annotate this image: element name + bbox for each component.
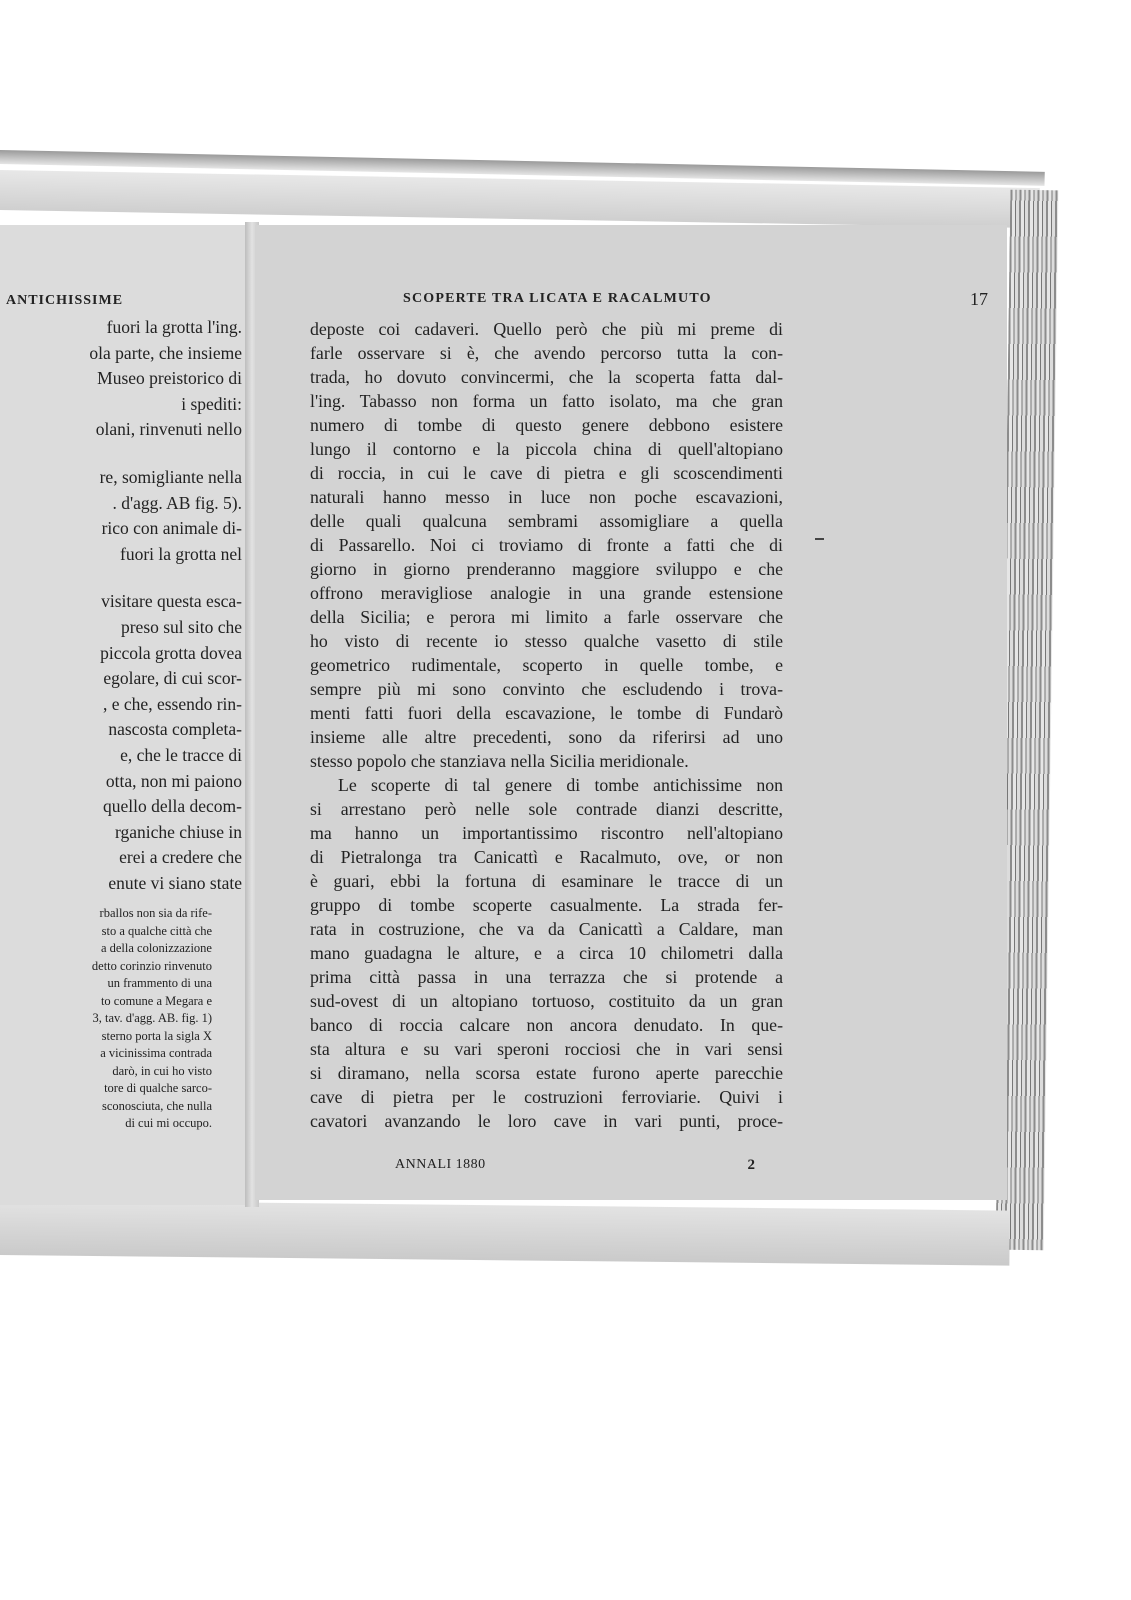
text-line: si diramano, nella scorsa estate furono aperte parecchie: [310, 1063, 783, 1083]
right-page: [255, 225, 1007, 1200]
text-line: sta altura e su vari speroni rocciosi che in vari sensi: [310, 1039, 783, 1059]
book-bottom-edge: [0, 1200, 1010, 1266]
text-line: , e che, essendo rin-: [103, 693, 242, 714]
text-line: fuori la grotta l'ing.: [106, 317, 242, 337]
text-line: egolare, di cui scor-: [103, 668, 242, 689]
text-line: delle quali qualcuna sembrami assomigliare a quella: [310, 511, 783, 531]
text-line: mano guadagna le alture, e a circa 10 chilometri dalla: [310, 943, 783, 963]
text-line: geometrico rudimentale, scoperto in quelle tombe, e: [310, 655, 783, 675]
text-line: si arrestano però nelle sole contrade dianzi descritte,: [310, 799, 783, 819]
text-line: offrono meravigliose analogie in una grande estensione: [310, 583, 783, 603]
footnote-line: to comune a Megara e: [100, 993, 212, 1008]
footnote-line: a della colonizzazione: [100, 941, 212, 955]
text-line: prima città passa in una terrazza che si protende a: [310, 967, 783, 987]
text-line: ho visto di recente io stesso qualche vasetto di stile: [310, 631, 783, 651]
text-line: . d'agg. AB fig. 5).: [112, 492, 242, 513]
text-line: di Passarello. Noi ci troviamo di fronte a fatti che di: [310, 535, 783, 555]
text-line: stesso popolo che stanziava nella Sicilia meridionale.: [310, 751, 689, 771]
text-line: di roccia, in cui le cave di pietra e gli scoscendimenti: [310, 463, 783, 483]
footnote-line: rballos non sia da rife-: [99, 906, 212, 920]
text-line: [2, 443, 242, 465]
text-line: lungo il contorno e la piccola china di quell'altopiano: [310, 439, 783, 459]
right-running-head: SCOPERTE TRA LICATA E RACALMUTO: [403, 291, 712, 306]
text-line: fuori la grotta nel: [120, 543, 242, 564]
text-line: sempre più mi sono convinto che escludendo i trova-: [310, 679, 783, 699]
text-line: è guari, ebbi la fortuna di esaminare le tracce di un: [310, 871, 783, 891]
text-line: visitare questa esca-: [101, 591, 242, 612]
text-line: deposte coi cadaveri. Quello però che più mi preme di: [310, 319, 783, 339]
text-line: rata in costruzione, che va da Canicattì a Caldare, man: [310, 919, 783, 939]
text-line: naturali hanno messo in luce non poche escavazioni,: [310, 487, 783, 507]
signature-mark: ANNALI 1880: [395, 1157, 486, 1172]
text-line: quello della decom-: [103, 796, 242, 817]
signature-number: 2: [747, 1157, 755, 1173]
footnote-line: sto a qualche città che: [101, 923, 212, 938]
text-line: della Sicilia; e perora mi limito a farle osservare che: [310, 607, 783, 627]
text-line: menti fatti fuori della escavazione, le tombe di Fundarò: [310, 703, 783, 723]
left-page-footnotes: [2, 905, 212, 1133]
text-line: e, che le tracce di: [120, 744, 242, 765]
text-line: Le scoperte di tal genere di tombe antichissime non: [338, 775, 783, 795]
footnote-line: detto corinzio rinvenuto: [91, 958, 212, 973]
text-line: cave di pietra per le costruzioni ferroviarie. Quivi i: [310, 1087, 783, 1107]
text-line: preso sul sito che: [120, 616, 242, 637]
left-page: [0, 225, 248, 1205]
text-line: di Pietralonga tra Canicattì e Racalmuto, ove, or non: [310, 847, 783, 867]
text-line: trada, ho dovuto convincermi, che la scoperta fatta dal-: [310, 367, 783, 387]
text-line: i spediti:: [181, 393, 242, 414]
text-line: re, somigliante nella: [99, 466, 242, 487]
text-line: olani, rinvenuti nello: [95, 419, 242, 440]
text-line: rganiche chiuse in: [115, 821, 242, 842]
text-line: l'ing. Tabasso non forma un fatto isolato, ma che gran: [310, 391, 783, 411]
text-line: numero di tombe di questo genere debbono esistere: [310, 415, 783, 435]
text-line: cavatori avanzando le loro cave in vari punti, proce-: [310, 1111, 783, 1131]
footnote-line: tore di qualche sarco-: [104, 1081, 212, 1095]
text-line: enute vi siano state: [108, 872, 242, 893]
text-line: insieme alle altre precedenti, sono da riferirsi ad uno: [310, 727, 783, 747]
footnote-line: a vicinissima contrada: [100, 1046, 212, 1060]
margin-mark: [815, 538, 824, 540]
footnote-line: sterno porta la sigla X: [101, 1028, 212, 1043]
footnote-line: di cui mi occupo.: [125, 1116, 212, 1130]
text-line: otta, non mi paiono: [105, 770, 242, 791]
text-line: [2, 567, 242, 589]
footnote-line: 3, tav. d'agg. AB. fig. 1): [92, 1011, 212, 1025]
left-page-text: [2, 315, 242, 896]
text-line: banco di roccia calcare non ancora denudato. In que-: [310, 1015, 783, 1035]
text-line: giorno in giorno prenderanno maggiore sviluppo e che: [310, 559, 783, 579]
text-line: ola parte, che insieme: [89, 342, 242, 363]
right-page-text: [310, 317, 783, 1133]
right-page-footer: [395, 1157, 755, 1177]
text-line: piccola grotta dovea: [100, 642, 242, 663]
text-line: erei a credere che: [119, 847, 242, 868]
left-running-head: ANTICHISSIME: [6, 293, 124, 308]
footnote-line: darò, in cui ho visto: [112, 1063, 212, 1078]
text-line: Museo preistorico di: [97, 368, 242, 389]
footnote-line: sconosciuta, che nulla: [101, 1098, 212, 1113]
text-line: gruppo di tombe scoperte casualmente. La strada fer-: [310, 895, 783, 915]
text-line: farle osservare si è, che avendo percorso tutta la con-: [310, 343, 783, 363]
footnote-line: un frammento di una: [107, 976, 212, 990]
text-line: nascosta completa-: [108, 719, 242, 740]
text-line: ma hanno un importantissimo riscontro nell'altopiano: [310, 823, 783, 843]
text-line: sud-ovest di un altopiano tortuoso, costituito da un gran: [310, 991, 783, 1011]
page-number: 17: [970, 289, 988, 309]
text-line: rico con animale di-: [101, 518, 242, 539]
right-page-header: [403, 289, 988, 311]
